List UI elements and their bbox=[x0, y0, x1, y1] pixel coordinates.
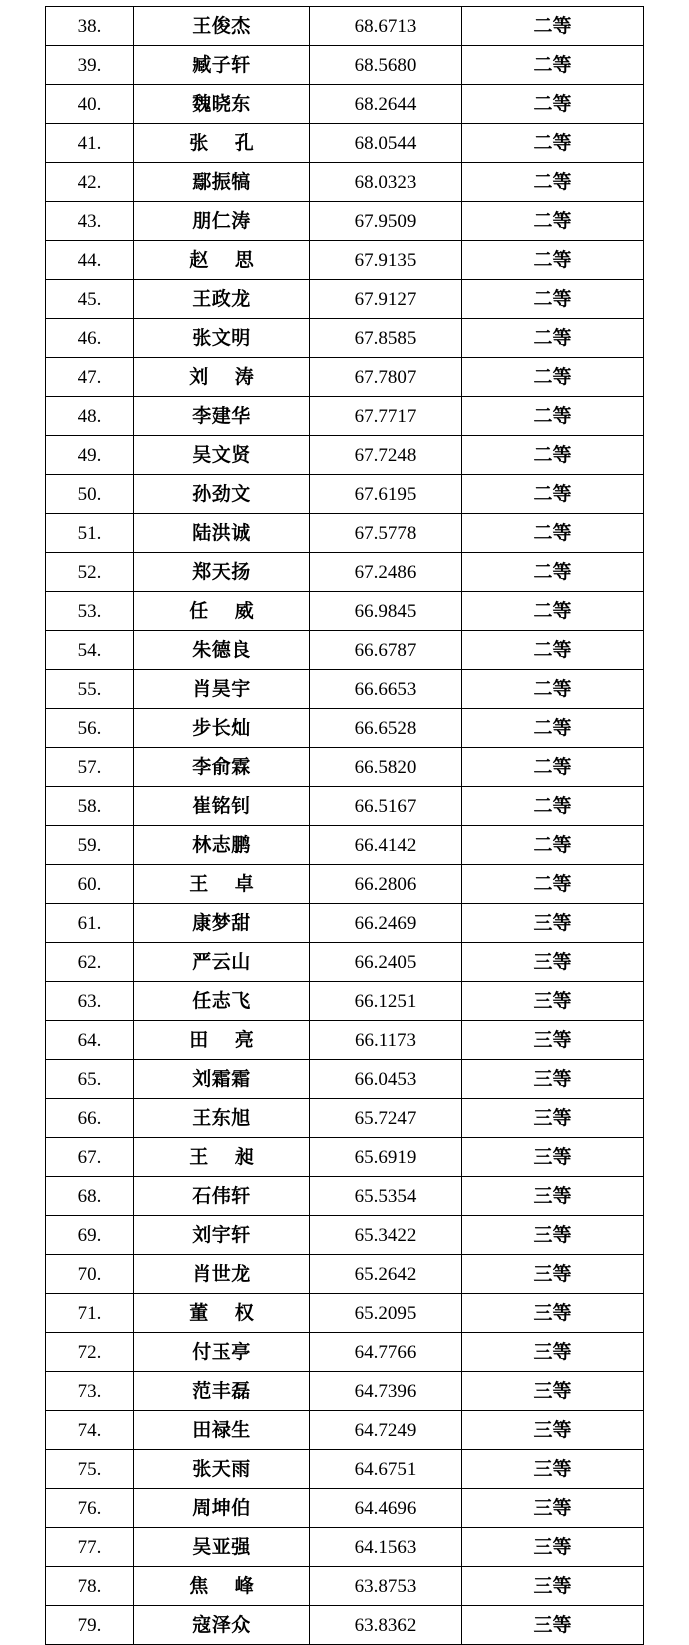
cell-grade: 三等 bbox=[462, 1606, 644, 1645]
cell-name: 张 孔 bbox=[134, 124, 310, 163]
cell-name: 付玉亭 bbox=[134, 1333, 310, 1372]
cell-grade: 三等 bbox=[462, 982, 644, 1021]
cell-score: 66.5820 bbox=[310, 748, 462, 787]
table-row bbox=[46, 1294, 644, 1333]
cell-grade: 二等 bbox=[462, 592, 644, 631]
cell-name: 李建华 bbox=[134, 397, 310, 436]
cell-grade: 二等 bbox=[462, 358, 644, 397]
cell-grade: 三等 bbox=[462, 904, 644, 943]
cell-grade: 二等 bbox=[462, 85, 644, 124]
cell-name: 范丰磊 bbox=[134, 1372, 310, 1411]
cell-score: 66.1251 bbox=[310, 982, 462, 1021]
table-row bbox=[46, 631, 644, 670]
table-row bbox=[46, 709, 644, 748]
cell-name: 陆洪诚 bbox=[134, 514, 310, 553]
cell-index: 45. bbox=[46, 280, 134, 319]
cell-score: 68.5680 bbox=[310, 46, 462, 85]
cell-index: 76. bbox=[46, 1489, 134, 1528]
cell-index: 58. bbox=[46, 787, 134, 826]
cell-score: 64.7249 bbox=[310, 1411, 462, 1450]
cell-name: 郑天扬 bbox=[134, 553, 310, 592]
cell-index: 47. bbox=[46, 358, 134, 397]
table-row bbox=[46, 592, 644, 631]
table-row bbox=[46, 865, 644, 904]
cell-grade: 三等 bbox=[462, 1255, 644, 1294]
cell-score: 66.9845 bbox=[310, 592, 462, 631]
cell-name: 田禄生 bbox=[134, 1411, 310, 1450]
cell-index: 70. bbox=[46, 1255, 134, 1294]
cell-score: 66.6528 bbox=[310, 709, 462, 748]
cell-name: 臧子轩 bbox=[134, 46, 310, 85]
cell-score: 66.4142 bbox=[310, 826, 462, 865]
cell-name: 焦 峰 bbox=[134, 1567, 310, 1606]
cell-score: 67.6195 bbox=[310, 475, 462, 514]
table-row bbox=[46, 1450, 644, 1489]
cell-name: 朱德良 bbox=[134, 631, 310, 670]
cell-score: 67.7248 bbox=[310, 436, 462, 475]
cell-grade: 三等 bbox=[462, 1372, 644, 1411]
table-row bbox=[46, 475, 644, 514]
cell-grade: 二等 bbox=[462, 787, 644, 826]
cell-name: 王东旭 bbox=[134, 1099, 310, 1138]
cell-score: 66.2405 bbox=[310, 943, 462, 982]
cell-score: 65.7247 bbox=[310, 1099, 462, 1138]
cell-score: 68.6713 bbox=[310, 7, 462, 46]
cell-name: 步长灿 bbox=[134, 709, 310, 748]
table-row bbox=[46, 46, 644, 85]
table-row bbox=[46, 1606, 644, 1645]
cell-index: 38. bbox=[46, 7, 134, 46]
cell-name: 肖世龙 bbox=[134, 1255, 310, 1294]
table-row bbox=[46, 1255, 644, 1294]
cell-name: 鄢振犒 bbox=[134, 163, 310, 202]
cell-score: 66.6787 bbox=[310, 631, 462, 670]
cell-index: 74. bbox=[46, 1411, 134, 1450]
cell-name: 石伟轩 bbox=[134, 1177, 310, 1216]
cell-grade: 二等 bbox=[462, 826, 644, 865]
cell-name: 王 卓 bbox=[134, 865, 310, 904]
cell-index: 44. bbox=[46, 241, 134, 280]
table-row bbox=[46, 748, 644, 787]
cell-score: 66.2806 bbox=[310, 865, 462, 904]
cell-name: 刘霜霜 bbox=[134, 1060, 310, 1099]
table-row bbox=[46, 1489, 644, 1528]
cell-name: 张天雨 bbox=[134, 1450, 310, 1489]
cell-grade: 三等 bbox=[462, 1411, 644, 1450]
table-row bbox=[46, 670, 644, 709]
cell-index: 42. bbox=[46, 163, 134, 202]
cell-name: 张文明 bbox=[134, 319, 310, 358]
cell-index: 49. bbox=[46, 436, 134, 475]
cell-index: 75. bbox=[46, 1450, 134, 1489]
cell-score: 67.9509 bbox=[310, 202, 462, 241]
cell-index: 69. bbox=[46, 1216, 134, 1255]
table-row bbox=[46, 1333, 644, 1372]
cell-name: 孙劲文 bbox=[134, 475, 310, 514]
cell-score: 68.0544 bbox=[310, 124, 462, 163]
cell-index: 68. bbox=[46, 1177, 134, 1216]
cell-grade: 二等 bbox=[462, 865, 644, 904]
cell-index: 78. bbox=[46, 1567, 134, 1606]
cell-grade: 二等 bbox=[462, 475, 644, 514]
cell-index: 67. bbox=[46, 1138, 134, 1177]
cell-score: 65.2642 bbox=[310, 1255, 462, 1294]
table-row bbox=[46, 553, 644, 592]
cell-grade: 二等 bbox=[462, 748, 644, 787]
table-row bbox=[46, 280, 644, 319]
cell-index: 79. bbox=[46, 1606, 134, 1645]
table-row bbox=[46, 1528, 644, 1567]
cell-score: 63.8362 bbox=[310, 1606, 462, 1645]
table-row bbox=[46, 163, 644, 202]
score-table bbox=[45, 6, 644, 1645]
cell-grade: 二等 bbox=[462, 124, 644, 163]
cell-name: 魏晓东 bbox=[134, 85, 310, 124]
cell-grade: 二等 bbox=[462, 163, 644, 202]
cell-name: 肖昊宇 bbox=[134, 670, 310, 709]
table-row bbox=[46, 787, 644, 826]
table-row bbox=[46, 1060, 644, 1099]
cell-score: 66.0453 bbox=[310, 1060, 462, 1099]
cell-grade: 二等 bbox=[462, 553, 644, 592]
cell-index: 53. bbox=[46, 592, 134, 631]
cell-grade: 二等 bbox=[462, 7, 644, 46]
cell-score: 67.8585 bbox=[310, 319, 462, 358]
table-row bbox=[46, 1372, 644, 1411]
cell-score: 67.9127 bbox=[310, 280, 462, 319]
cell-score: 68.0323 bbox=[310, 163, 462, 202]
table-row bbox=[46, 358, 644, 397]
cell-grade: 三等 bbox=[462, 1021, 644, 1060]
cell-score: 66.2469 bbox=[310, 904, 462, 943]
cell-score: 66.6653 bbox=[310, 670, 462, 709]
cell-name: 康梦甜 bbox=[134, 904, 310, 943]
cell-grade: 二等 bbox=[462, 241, 644, 280]
cell-score: 65.2095 bbox=[310, 1294, 462, 1333]
cell-name: 董 权 bbox=[134, 1294, 310, 1333]
table-row bbox=[46, 202, 644, 241]
cell-name: 寇泽众 bbox=[134, 1606, 310, 1645]
cell-index: 55. bbox=[46, 670, 134, 709]
cell-score: 64.7766 bbox=[310, 1333, 462, 1372]
table-row bbox=[46, 1099, 644, 1138]
table-row bbox=[46, 826, 644, 865]
cell-name: 王政龙 bbox=[134, 280, 310, 319]
table-row bbox=[46, 85, 644, 124]
cell-index: 39. bbox=[46, 46, 134, 85]
cell-grade: 三等 bbox=[462, 1567, 644, 1606]
cell-name: 赵 思 bbox=[134, 241, 310, 280]
cell-index: 64. bbox=[46, 1021, 134, 1060]
cell-score: 67.9135 bbox=[310, 241, 462, 280]
cell-name: 朋仁涛 bbox=[134, 202, 310, 241]
cell-grade: 二等 bbox=[462, 436, 644, 475]
cell-name: 李俞霖 bbox=[134, 748, 310, 787]
table-row bbox=[46, 514, 644, 553]
cell-name: 刘 涛 bbox=[134, 358, 310, 397]
cell-index: 62. bbox=[46, 943, 134, 982]
cell-grade: 三等 bbox=[462, 1333, 644, 1372]
score-table-body bbox=[46, 7, 644, 1645]
cell-name: 王 昶 bbox=[134, 1138, 310, 1177]
cell-name: 周坤伯 bbox=[134, 1489, 310, 1528]
cell-index: 61. bbox=[46, 904, 134, 943]
cell-grade: 二等 bbox=[462, 319, 644, 358]
cell-index: 51. bbox=[46, 514, 134, 553]
table-row bbox=[46, 1138, 644, 1177]
cell-grade: 二等 bbox=[462, 670, 644, 709]
table-row bbox=[46, 943, 644, 982]
table-row bbox=[46, 397, 644, 436]
cell-index: 63. bbox=[46, 982, 134, 1021]
cell-name: 严云山 bbox=[134, 943, 310, 982]
table-row bbox=[46, 982, 644, 1021]
cell-grade: 二等 bbox=[462, 709, 644, 748]
cell-grade: 二等 bbox=[462, 397, 644, 436]
cell-index: 66. bbox=[46, 1099, 134, 1138]
cell-index: 59. bbox=[46, 826, 134, 865]
cell-index: 77. bbox=[46, 1528, 134, 1567]
cell-grade: 二等 bbox=[462, 202, 644, 241]
cell-index: 54. bbox=[46, 631, 134, 670]
cell-index: 57. bbox=[46, 748, 134, 787]
cell-index: 40. bbox=[46, 85, 134, 124]
table-row bbox=[46, 436, 644, 475]
cell-score: 67.7717 bbox=[310, 397, 462, 436]
cell-score: 66.1173 bbox=[310, 1021, 462, 1060]
cell-index: 56. bbox=[46, 709, 134, 748]
cell-score: 64.7396 bbox=[310, 1372, 462, 1411]
cell-score: 67.7807 bbox=[310, 358, 462, 397]
cell-grade: 二等 bbox=[462, 280, 644, 319]
cell-index: 50. bbox=[46, 475, 134, 514]
cell-score: 67.5778 bbox=[310, 514, 462, 553]
cell-score: 68.2644 bbox=[310, 85, 462, 124]
table-row bbox=[46, 1021, 644, 1060]
cell-name: 吴亚强 bbox=[134, 1528, 310, 1567]
cell-name: 吴文贤 bbox=[134, 436, 310, 475]
cell-grade: 三等 bbox=[462, 1138, 644, 1177]
cell-name: 林志鹏 bbox=[134, 826, 310, 865]
cell-score: 66.5167 bbox=[310, 787, 462, 826]
cell-grade: 三等 bbox=[462, 1216, 644, 1255]
table-row bbox=[46, 7, 644, 46]
cell-name: 任 威 bbox=[134, 592, 310, 631]
cell-index: 48. bbox=[46, 397, 134, 436]
cell-name: 王俊杰 bbox=[134, 7, 310, 46]
cell-grade: 二等 bbox=[462, 46, 644, 85]
cell-index: 43. bbox=[46, 202, 134, 241]
cell-score: 63.8753 bbox=[310, 1567, 462, 1606]
cell-grade: 三等 bbox=[462, 1450, 644, 1489]
cell-name: 田 亮 bbox=[134, 1021, 310, 1060]
cell-grade: 三等 bbox=[462, 1060, 644, 1099]
cell-grade: 三等 bbox=[462, 1528, 644, 1567]
cell-index: 41. bbox=[46, 124, 134, 163]
cell-grade: 三等 bbox=[462, 1489, 644, 1528]
cell-grade: 三等 bbox=[462, 1177, 644, 1216]
table-row bbox=[46, 1411, 644, 1450]
cell-score: 64.6751 bbox=[310, 1450, 462, 1489]
cell-score: 65.3422 bbox=[310, 1216, 462, 1255]
cell-index: 73. bbox=[46, 1372, 134, 1411]
cell-name: 崔铭钊 bbox=[134, 787, 310, 826]
cell-score: 67.2486 bbox=[310, 553, 462, 592]
cell-grade: 二等 bbox=[462, 514, 644, 553]
cell-index: 46. bbox=[46, 319, 134, 358]
table-row bbox=[46, 1216, 644, 1255]
cell-score: 64.4696 bbox=[310, 1489, 462, 1528]
table-row bbox=[46, 124, 644, 163]
table-row bbox=[46, 904, 644, 943]
cell-name: 刘宇轩 bbox=[134, 1216, 310, 1255]
table-row bbox=[46, 319, 644, 358]
cell-score: 65.5354 bbox=[310, 1177, 462, 1216]
table-row bbox=[46, 241, 644, 280]
table-row bbox=[46, 1177, 644, 1216]
cell-score: 65.6919 bbox=[310, 1138, 462, 1177]
cell-grade: 三等 bbox=[462, 943, 644, 982]
cell-name: 任志飞 bbox=[134, 982, 310, 1021]
cell-grade: 二等 bbox=[462, 631, 644, 670]
cell-index: 52. bbox=[46, 553, 134, 592]
cell-index: 65. bbox=[46, 1060, 134, 1099]
cell-index: 72. bbox=[46, 1333, 134, 1372]
cell-score: 64.1563 bbox=[310, 1528, 462, 1567]
cell-index: 60. bbox=[46, 865, 134, 904]
cell-grade: 三等 bbox=[462, 1294, 644, 1333]
cell-index: 71. bbox=[46, 1294, 134, 1333]
cell-grade: 三等 bbox=[462, 1099, 644, 1138]
